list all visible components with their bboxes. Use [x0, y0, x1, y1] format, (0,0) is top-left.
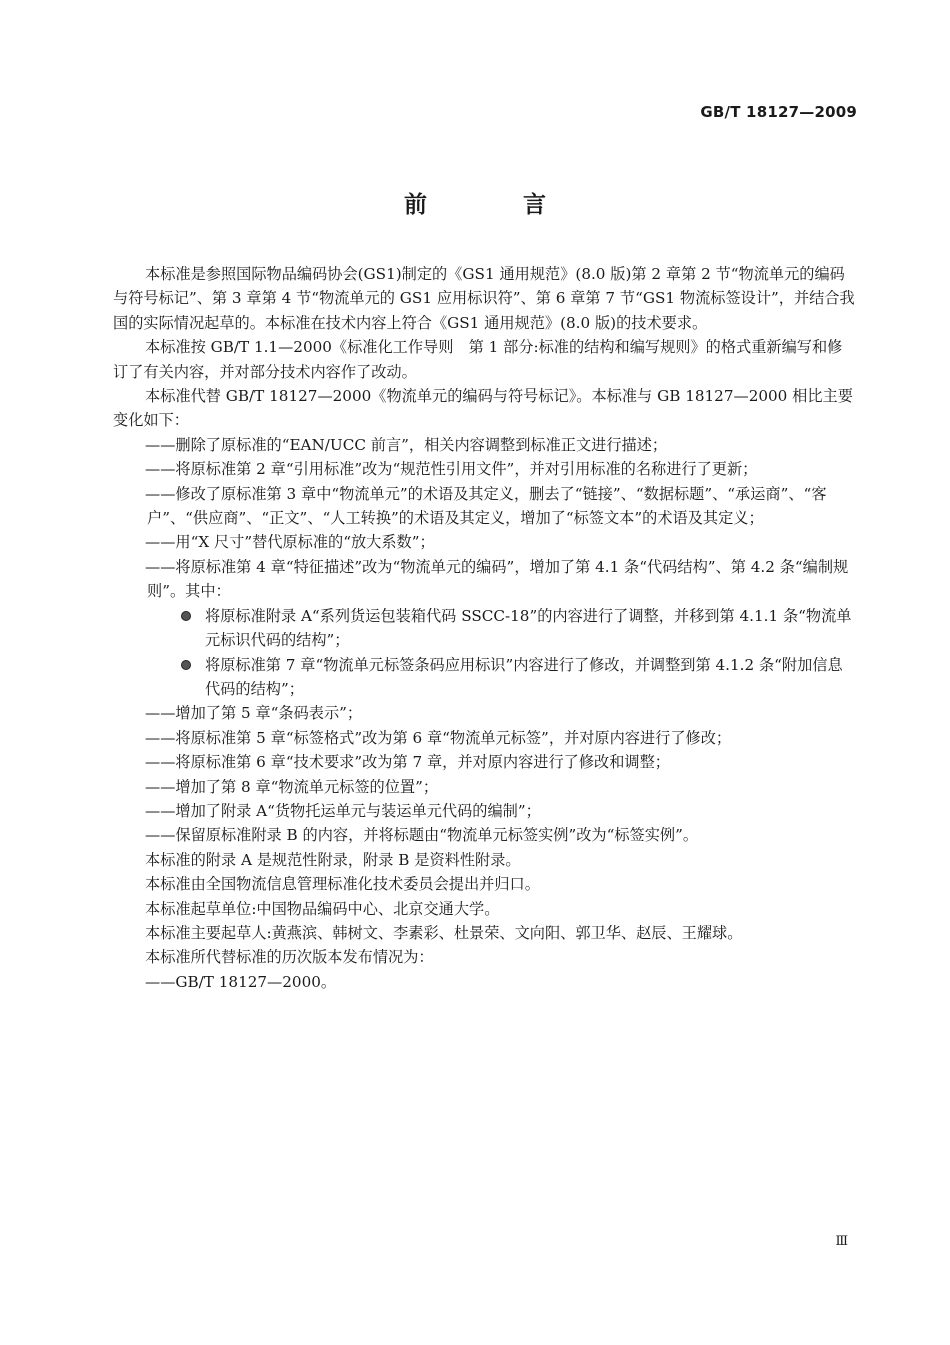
- drafting-units: 本标准起草单位:中国物品编码中心、北京交通大学。: [145, 899, 500, 918]
- change-item: ——将原标准第 2 章“引用标准”改为“规范性引用文件”，并对引用标准的名称进行了更新；: [145, 460, 758, 479]
- change-item: ——增加了第 5 章“条码表示”；: [145, 704, 363, 723]
- drafters: 本标准主要起草人:黄燕滨、韩树文、李素彩、杜景荣、文向阳、郭卫华、赵辰、王耀球。: [145, 923, 743, 942]
- annex-statement: 本标准的附录 A 是规范性附录，附录 B 是资料性附录。: [145, 850, 521, 869]
- page-title: 前 言: [403, 192, 590, 218]
- change-item: ——增加了附录 A“货物托运单元与装运单元代码的编制”；: [145, 801, 541, 820]
- change-item: ——将原标准第 5 章“标签格式”改为第 6 章“物流单元标签”，并对原内容进行了修改；: [145, 728, 732, 747]
- sub-bullet-item: [113, 653, 857, 702]
- change-item: ——将原标准第 6 章“技术要求”改为第 7 章，并对原内容进行了修改和调整；: [145, 753, 670, 772]
- change-item: ——用“X 尺寸”替代原标准的“放大系数”；: [145, 533, 435, 552]
- paragraph-reference: 本标准是参照国际物品编码协会(GS1)制定的《GS1 通用规范》(8.0 版)第 2 章第 2 节“物流单元的编码与符号标记”、第 3 章第 4 节“物流单元的 GS1 应用标识符”、第 6 章第 7 节“GS1 物流标签设计”，并结合我国的实际情况起草的。本标准在技术内容上符合《GS1 通用规范》(8.0 版)的技术要求。: [113, 265, 855, 332]
- bullet-icon: [181, 611, 191, 621]
- committee-statement: 本标准由全国物流信息管理标准化技术委员会提出并归口。: [145, 875, 540, 894]
- paragraph-replacement: 本标准代替 GB/T 18127—2000《物流单元的编码与符号标记》。本标准与 GB 18127—2000 相比主要变化如下：: [113, 387, 853, 430]
- version-history-intro: 本标准所代替标准的历次版本发布情况为：: [145, 948, 434, 967]
- paragraph-drafting-rules: 本标准按 GB/T 1.1—2000《标准化工作导则 第 1 部分:标准的结构和编写规则》的格式重新编写和修订了有关内容，并对部分技术内容作了改动。: [113, 338, 843, 381]
- standard-number: GB/T 18127—2009: [700, 103, 857, 121]
- sub-bullet-list: [113, 604, 857, 702]
- change-item: ——增加了第 8 章“物流单元标签的位置”；: [145, 777, 439, 796]
- previous-version-item: ——GB/T 18127—2000。: [145, 972, 337, 991]
- sub-bullet-text: 将原标准附录 A“系列货运包装箱代码 SSCC-18”的内容进行了调整，并移到第 4.1.1 条“物流单元标识代码的结构”；: [205, 606, 852, 650]
- sub-bullet-item: [113, 604, 857, 653]
- change-item: ——修改了原标准第 3 章中“物流单元”的术语及其定义，删去了“链接”、“数据标题”、“承运商”、“客户”、“供应商”、“正文”、“人工转换”的术语及其定义，增加了“标签文本”的术语及其定义；: [145, 484, 827, 528]
- page-number: Ⅲ: [835, 1234, 848, 1249]
- change-item: ——删除了原标准的“EAN/UCC 前言”，相关内容调整到标准正文进行描述；: [145, 435, 668, 454]
- bullet-icon: [181, 660, 191, 670]
- sub-bullet-text: 将原标准第 7 章“物流单元标签条码应用标识”内容进行了修改，并调整到第 4.1.2 条“附加信息代码的结构”；: [205, 655, 843, 698]
- change-item: ——保留原标准附录 B 的内容，并将标题由“物流单元标签实例”改为“标签实例”。: [145, 826, 699, 845]
- change-item: ——将原标准第 4 章“特征描述”改为“物流单元的编码”，增加了第 4.1 条“代码结构”、第 4.2 条“编制规则”。其中：: [145, 557, 849, 601]
- foreword-body: [113, 262, 857, 994]
